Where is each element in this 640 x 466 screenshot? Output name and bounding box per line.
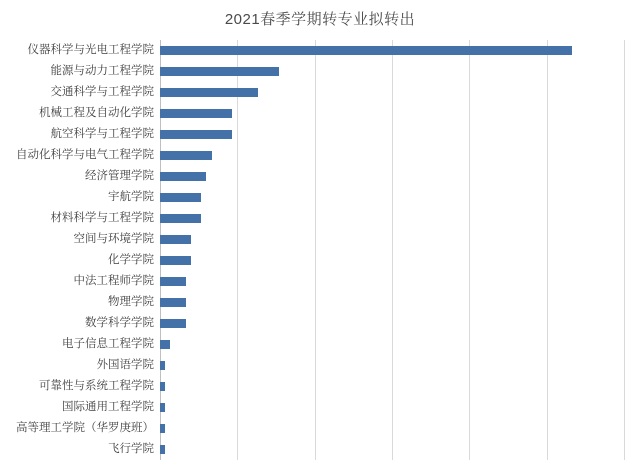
bar bbox=[160, 403, 165, 412]
category-label: 交通科学与工程学院 bbox=[50, 85, 154, 98]
bar bbox=[160, 277, 186, 286]
category-label: 空间与环境学院 bbox=[73, 232, 154, 245]
bar-row bbox=[62, 334, 624, 355]
bar bbox=[160, 424, 165, 433]
category-label: 数学科学学院 bbox=[85, 316, 154, 329]
bar bbox=[160, 88, 258, 97]
category-label: 高等理工学院（华罗庚班） bbox=[16, 421, 154, 434]
bar-series bbox=[16, 40, 624, 460]
category-label: 物理学院 bbox=[108, 295, 154, 308]
bar-row bbox=[50, 208, 624, 229]
category-label: 材料科学与工程学院 bbox=[50, 211, 154, 224]
category-label: 电子信息工程学院 bbox=[62, 337, 154, 350]
category-label: 可靠性与系统工程学院 bbox=[39, 379, 154, 392]
bar-row bbox=[50, 124, 624, 145]
category-label: 仪器科学与光电工程学院 bbox=[27, 43, 154, 56]
bar bbox=[160, 361, 165, 370]
gridline bbox=[624, 40, 625, 460]
bar-row bbox=[108, 250, 624, 271]
bar bbox=[160, 193, 201, 202]
bar bbox=[160, 298, 186, 307]
bar-row bbox=[108, 292, 624, 313]
category-label: 化学学院 bbox=[108, 253, 154, 266]
bar-row bbox=[16, 418, 624, 439]
bar-row bbox=[62, 397, 624, 418]
bar-row bbox=[16, 145, 624, 166]
bar-row bbox=[108, 439, 624, 460]
bar-row bbox=[27, 40, 624, 61]
category-label: 国际通用工程学院 bbox=[62, 400, 154, 413]
bar bbox=[160, 67, 279, 76]
category-label: 经济管理学院 bbox=[85, 169, 154, 182]
category-label: 飞行学院 bbox=[108, 442, 154, 455]
category-label: 能源与动力工程学院 bbox=[50, 64, 154, 77]
category-label: 航空科学与工程学院 bbox=[50, 127, 154, 140]
category-label: 中法工程师学院 bbox=[73, 274, 154, 287]
category-label: 机械工程及自动化学院 bbox=[39, 106, 154, 119]
bar-row bbox=[39, 103, 624, 124]
category-label: 宇航学院 bbox=[108, 190, 154, 203]
plot-area bbox=[16, 40, 624, 460]
bar bbox=[160, 109, 232, 118]
bar bbox=[160, 319, 186, 328]
bar bbox=[160, 235, 191, 244]
category-label: 外国语学院 bbox=[96, 358, 154, 371]
bar-row bbox=[39, 376, 624, 397]
category-label: 自动化科学与电气工程学院 bbox=[16, 148, 154, 161]
bar bbox=[160, 445, 165, 454]
bar bbox=[160, 256, 191, 265]
bar bbox=[160, 151, 212, 160]
bar-row bbox=[108, 187, 624, 208]
bar-row bbox=[85, 166, 624, 187]
bar-row bbox=[50, 61, 624, 82]
bar bbox=[160, 214, 201, 223]
bar bbox=[160, 382, 165, 391]
bar-row bbox=[96, 355, 624, 376]
bar bbox=[160, 172, 206, 181]
chart-title: 2021春季学期转专业拟转出 bbox=[224, 11, 416, 28]
bar-row bbox=[73, 229, 624, 250]
bar bbox=[160, 46, 572, 55]
bar-row bbox=[85, 313, 624, 334]
bar-row bbox=[50, 82, 624, 103]
bar bbox=[160, 340, 170, 349]
bar-row bbox=[73, 271, 624, 292]
bar bbox=[160, 130, 232, 139]
